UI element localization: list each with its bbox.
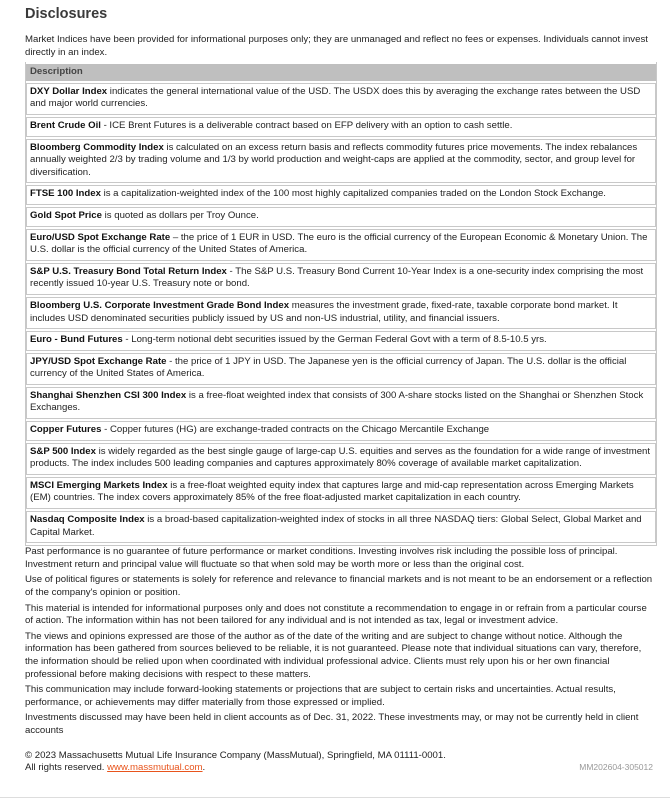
index-name: Brent Crude Oil bbox=[30, 119, 101, 131]
table-cell bbox=[26, 185, 656, 205]
intro-text: Market Indices have been provided for informational purposes only; they are unmanaged and reflect no fees or expenses. Individuals cannot invest directly in an index. bbox=[25, 34, 648, 58]
index-name: FTSE 100 Index bbox=[30, 188, 101, 200]
table-row bbox=[26, 185, 656, 205]
index-name: Copper Futures bbox=[30, 424, 102, 436]
table-cell bbox=[26, 421, 656, 441]
index-description: - Copper futures (HG) are exchange-traded contracts on the Chicago Mercantile Exchange bbox=[101, 424, 490, 436]
index-description: - ICE Brent Futures is a deliverable contract based on EFP delivery with an option to cash settle. bbox=[100, 119, 513, 131]
index-name: Shanghai Shenzhen CSI 300 Index bbox=[30, 389, 187, 401]
document-code: MM202604-305012 bbox=[579, 762, 653, 773]
index-description: is a broad-based capitalization-weighted index of stocks in all three NASDAQ tiers: Global Select, Global Market and Capital Market. bbox=[30, 514, 642, 538]
index-name: S&P 500 Index bbox=[30, 445, 96, 457]
table-row bbox=[26, 83, 656, 115]
index-description: measures the investment grade, fixed-rate, taxable corporate bond market. It includes USD denominated securities publicly issued by US and non-US industrial, utility, and financial issuers. bbox=[30, 299, 618, 324]
table-row bbox=[26, 511, 656, 543]
table-row bbox=[26, 139, 656, 184]
index-description: - Long-term notional debt securities issued by the German Federal Govt with a term of 8.5-10.5 yrs. bbox=[122, 334, 547, 346]
table-cell bbox=[26, 117, 656, 137]
table-row bbox=[26, 207, 656, 227]
table-header-description: Description bbox=[26, 64, 656, 81]
table-row bbox=[26, 443, 656, 475]
disclaimer-paragraph: Past performance is no guarantee of future performance or market conditions. Investing involves risk including the possible loss of principal. Investment return and principal value will fluctuate so that when sold may be worth more or less than the original cost. bbox=[25, 546, 618, 570]
disclaimer-paragraph: Investments discussed may have been held in client accounts as of Dec. 31, 2022. These investments may, or may not be currently held in client accounts bbox=[25, 712, 639, 736]
disclaimer-paragraph: The views and opinions expressed are those of the author as of the date of the writing and are subject to change without notice. Although the information has been gathered from sources believed to be reliable, it is not guaranteed. Please note that individual situations can vary, therefore, the information should be relied upon when coordinated with individual professional advice. Clients must rely upon his or her own financial professional before making decisions with respect to these matters. bbox=[25, 630, 642, 680]
index-description: is a free-float weighted index that consists of 300 A-share stocks listed on the Shanghai or Shenzhen Stock Exchanges. bbox=[30, 389, 644, 414]
index-name: S&P U.S. Treasury Bond Total Return Index bbox=[30, 265, 227, 277]
table-row bbox=[26, 331, 656, 351]
rights-line bbox=[25, 762, 657, 775]
table-cell bbox=[26, 511, 656, 543]
index-description: – the price of 1 EUR in USD. The euro is the official currency of the European Economic & Monetary Union. The U.S. dollar is the official currency of the United States of America. bbox=[30, 231, 648, 256]
index-description: is calculated on an excess return basis and reflects commodity futures price movements. The index rebalances annually weighted 2/3 by trading volume and 1/3 by world production and weight-caps are applied at the commodity, sector, and group level for diversification. bbox=[30, 141, 638, 178]
table-row bbox=[26, 421, 656, 441]
table-row bbox=[26, 353, 656, 385]
index-name: JPY/USD Spot Exchange Rate bbox=[30, 355, 167, 367]
rights-period: . bbox=[202, 762, 206, 774]
table-cell bbox=[26, 353, 656, 385]
table-cell bbox=[26, 297, 656, 329]
disclaimer-paragraph: This material is intended for informational purposes only and does not constitute a recommendation to engage in or refrain from a particular course of action. The information within has not been tailored for any individual and is not intended as tax, legal or investment advice. bbox=[25, 602, 647, 627]
table-cell bbox=[26, 443, 656, 475]
page-title: Disclosures bbox=[25, 6, 108, 22]
footer bbox=[25, 750, 657, 775]
table-row bbox=[26, 117, 656, 137]
table-cell bbox=[26, 477, 656, 509]
table-row bbox=[26, 477, 656, 509]
index-description: is a capitalization-weighted index of the 100 most highly capitalized companies traded on the London Stock Exchange. bbox=[100, 188, 606, 200]
index-description: is quoted as dollars per Troy Ounce. bbox=[101, 209, 259, 221]
table-row bbox=[26, 297, 656, 329]
table-cell bbox=[26, 83, 656, 115]
index-name: Euro - Bund Futures bbox=[30, 334, 123, 346]
index-name: MSCI Emerging Markets Index bbox=[30, 479, 168, 491]
table-cell bbox=[26, 139, 656, 184]
table-cell bbox=[26, 387, 656, 419]
index-description: is widely regarded as the best single gauge of large-cap U.S. equities and serves as the foundation for a wide range of investment products. The index includes 500 leading companies and captures approximately 80% coverage of available market capitalization. bbox=[30, 445, 651, 470]
table-cell bbox=[26, 263, 656, 295]
disclaimer-paragraph: Use of political figures or statements is solely for reference and relevance to financial markets and is not meant to be an endorsement or a reflection of the company's opinion or position. bbox=[25, 574, 653, 598]
massmutual-link[interactable]: www.massmutual.com bbox=[107, 762, 203, 774]
index-description: - The S&P U.S. Treasury Bond Current 10-Year Index is a one-security index comprising the most recently issued 10-year U.S. Treasury note or bond. bbox=[30, 265, 644, 290]
bottom-divider bbox=[0, 797, 670, 798]
table-cell bbox=[26, 331, 656, 351]
index-description: - the price of 1 JPY in USD. The Japanese yen is the official currency of Japan. The U.S. dollar is the official currency of the United States of America. bbox=[30, 355, 627, 380]
index-name: Bloomberg U.S. Corporate Investment Grade Bond Index bbox=[30, 299, 290, 311]
table-row bbox=[26, 229, 656, 261]
index-name: Bloomberg Commodity Index bbox=[30, 141, 164, 153]
index-name: Nasdaq Composite Index bbox=[30, 514, 145, 526]
index-name: Euro/USD Spot Exchange Rate bbox=[30, 231, 171, 243]
table-cell bbox=[26, 207, 656, 227]
index-description-table bbox=[25, 62, 657, 546]
copyright-text: © 2023 Massachusetts Mutual Life Insurance Company (MassMutual), Springfield, MA 01111-0001. bbox=[25, 749, 446, 761]
disclaimer-paragraph: This communication may include forward-looking statements or projections that are subject to certain risks and uncertainties. Actual results, performance, or achievements may differ materially from those expressed or implied. bbox=[25, 684, 616, 708]
index-description: indicates the general international value of the USD. The USDX does this by averaging the exchange rates between the USD and major world currencies. bbox=[30, 85, 641, 110]
rights-text: All rights reserved. bbox=[25, 762, 108, 774]
disclaimer-paragraphs bbox=[25, 546, 657, 737]
index-name: Gold Spot Price bbox=[30, 209, 102, 221]
disclosures-page bbox=[25, 0, 657, 775]
table-row bbox=[26, 263, 656, 295]
index-description: is a free-float weighted equity index that captures large and mid-cap representation across Emerging Markets (EM) countries. The index covers approximately 85% of the free float-adjusted market capitalization in each country. bbox=[30, 479, 634, 504]
table-cell bbox=[26, 229, 656, 261]
index-name: DXY Dollar Index bbox=[30, 85, 108, 97]
table-row bbox=[26, 387, 656, 419]
